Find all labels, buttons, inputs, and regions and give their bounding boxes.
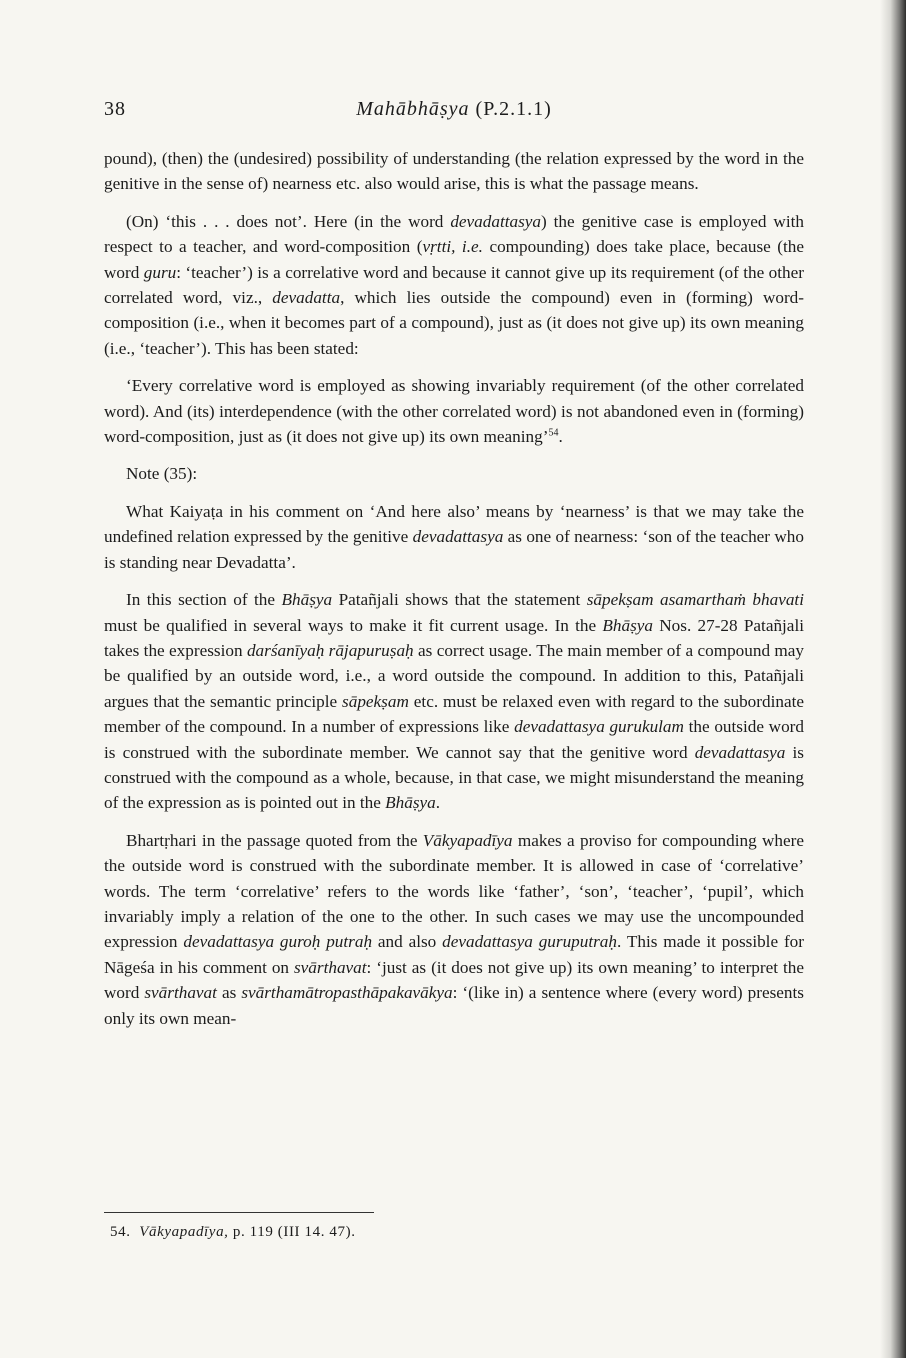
page-header bbox=[104, 98, 804, 128]
italic-term: devadattasya bbox=[450, 211, 542, 231]
italic-term: devadattasya gurukulam bbox=[514, 717, 684, 737]
text-run: , which lies outside the compound) even in (forming) word-composition (i.e., when it becomes part of a compound), just as (it does not give up) its own meaning (i.e., ‘teacher’). This has been stated: bbox=[104, 288, 804, 358]
running-title-text: Mahābhāṣya bbox=[356, 98, 470, 120]
text-run: Nos. 27-28 Patañjali takes the expression bbox=[104, 615, 804, 660]
text-run: as one of nearness: ‘son of the teacher who is standing near Devadatta’. bbox=[104, 527, 804, 572]
running-title-ref: (P.2.1.1) bbox=[475, 98, 552, 120]
text-run: and also bbox=[372, 932, 443, 952]
text-run: In this section of the bbox=[126, 590, 282, 610]
quote-text: ‘Every correlative word is employed as showing invariably requirement (of the other correlated word). And (its) interdependence (with the other correlated word) is not abandoned even in (forming) word-composition, just as (it does not give up) its own meaning’ bbox=[104, 376, 804, 447]
page-body bbox=[104, 146, 804, 1043]
italic-term: devadattasya bbox=[412, 527, 504, 547]
footnote-ref: p. 119 (III 14. 47). bbox=[228, 1224, 356, 1240]
running-title bbox=[104, 98, 804, 121]
text-run: . This made it possible for Nāgeśa in his comment on bbox=[104, 932, 804, 977]
paragraph-2 bbox=[104, 209, 804, 361]
text-run: etc. must be relaxed even with regard to the subordinate member of the compound. In a number of expressions like bbox=[104, 691, 804, 737]
text-run: (On) ‘this . . . does not’. Here (in the word bbox=[126, 211, 451, 231]
italic-term: devadatta bbox=[272, 288, 341, 308]
paragraph-1: pound), (then) the (undesired) possibility of understanding (the relation expressed by the word in the genitive in the sense of) nearness etc. also would arise, this is what the passage means. bbox=[104, 149, 804, 194]
italic-term: sāpekṣam bbox=[342, 691, 409, 711]
footnote bbox=[110, 1224, 710, 1241]
italic-term: devadattasya guruputraḥ bbox=[442, 932, 617, 952]
footnote-marker: 54 bbox=[548, 427, 559, 439]
paragraph-6 bbox=[104, 828, 804, 1031]
note-label: Note (35): bbox=[126, 464, 198, 484]
text-run: : ‘teacher’) is a correlative word and because it cannot give up its requirement (of the other correlated word, viz., bbox=[104, 262, 804, 308]
footnote-source: Vākyapadīya, bbox=[139, 1224, 229, 1240]
text-run: Bhartṛhari in the passage quoted from the bbox=[126, 830, 423, 850]
text-run: : ‘just as (it does not give up) its own meaning’ to interpret the word bbox=[104, 957, 804, 1003]
italic-term: Vākyapadīya bbox=[422, 830, 513, 850]
paragraph-3-quote bbox=[104, 373, 804, 449]
page-binding-shadow bbox=[880, 0, 906, 1358]
text-run: . bbox=[558, 427, 563, 447]
text-run: as bbox=[216, 983, 242, 1003]
text-run: is construed with the compound as a whole, because, in that case, we might misunderstand the meaning of the expression as is pointed out in the bbox=[104, 742, 804, 813]
text-run: Patañjali shows that the statement bbox=[332, 590, 587, 610]
italic-term: svārthamātropasthāpakavākya bbox=[241, 983, 453, 1003]
text-run: . bbox=[435, 793, 441, 813]
text-run: compounding) does take place, because (the word bbox=[104, 237, 805, 282]
text-run: must be qualified in several ways to make it fit current usage. In the bbox=[104, 615, 603, 635]
italic-term: guru bbox=[143, 262, 177, 282]
italic-term: darśanīyaḥ rājapuruṣaḥ bbox=[246, 640, 414, 660]
italic-term: sāpekṣam asamarthaṁ bhavati bbox=[586, 590, 804, 610]
page-number: 38 bbox=[104, 98, 126, 120]
text-run: : ‘(like in) a sentence where (every word) presents only its own mean- bbox=[104, 983, 804, 1028]
footnote-rule bbox=[104, 1212, 374, 1213]
paragraph-5 bbox=[104, 587, 804, 816]
italic-term: devadattasya guroḥ putraḥ bbox=[183, 932, 373, 952]
italic-term: svārthavat bbox=[144, 983, 217, 1003]
text-run: What Kaiyaṭa in his comment on ‘And here also’ means by ‘nearness’ is that we may take the undefined relation expressed by the genitive bbox=[104, 501, 804, 547]
italic-term: Bhāṣya bbox=[385, 793, 436, 813]
text-run: the outside word is construed with the subordinate member. We cannot say that the genitive word bbox=[104, 717, 804, 762]
paragraph-4 bbox=[104, 499, 804, 575]
italic-term: Bhāṣya bbox=[602, 615, 654, 635]
text-run: as correct usage. The main member of a compound may be qualified by an outside word, i.e., a word outside the compound. In addition to this, Patañjali argues that the semantic principle bbox=[104, 640, 804, 711]
italic-term: svārthavat bbox=[293, 957, 367, 977]
italic-term: vṛtti, i.e. bbox=[422, 237, 483, 257]
footnote-number: 54. bbox=[110, 1224, 131, 1240]
italic-term: Bhāṣya bbox=[281, 590, 333, 610]
italic-term: devadattasya bbox=[694, 742, 786, 762]
text-run: makes a proviso for compounding where the outside word is construed with the subordinate member. It is allowed in case of ‘correlative’ words. The term ‘correlative’ refers to the words like ‘father’, ‘son’, ‘teacher’, ‘pupil’, which invariably imply a relation of the one to the other. In such cases we may use the uncompounded expression bbox=[104, 830, 804, 952]
text-run: ) the genitive case is employed with respect to a teacher, and word-composition ( bbox=[104, 211, 804, 257]
